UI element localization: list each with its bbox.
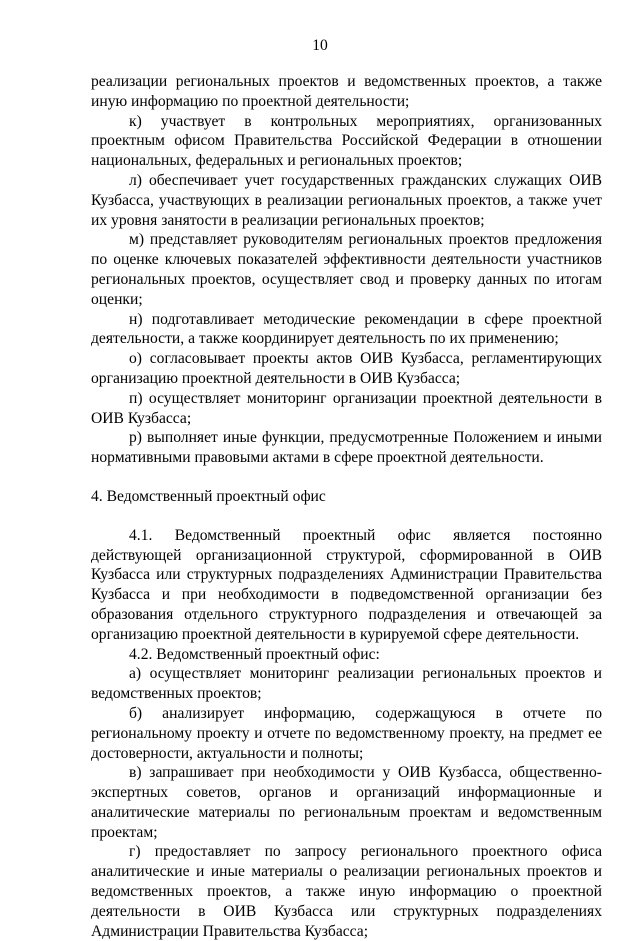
list-item-r: р) выполняет иные функции, предусмотренные Положением и иными нормативными правовыми актами в сфере проектной деятельности. — [91, 429, 602, 467]
paragraph-continuation: реализации региональных проектов и ведомственных проектов, а также иную информацию по проектной деятельности; — [91, 73, 602, 110]
section-heading: 4. Ведомственный проектный офис — [91, 487, 326, 505]
list-item-v: в) запрашивает при необходимости у ОИВ Кузбасса, общественно-экспертных советов, органов и организаций информационные и аналитические материалы по региональным проектам и ведомственным проектам; — [91, 764, 602, 841]
list-item-n: н) подготавливает методические рекомендации в сфере проектной деятельности, а также координирует деятельность по их применению; — [91, 310, 602, 348]
list-item-b: б) анализирует информацию, содержащуюся в отчете по региональному проекту и отчете по ведомственному проекту, на предмет ее достоверности, актуальности и полноты; — [91, 704, 602, 762]
list-item-m: м) представляет руководителям региональных проектов предложения по оценке ключевых показателей эффективности деятельности участников региональных проектов, осуществляет свод и проверку данных по итогам оценки; — [91, 231, 602, 308]
list-item-a: а) осуществляет мониторинг реализации региональных проектов и ведомственных проектов; — [91, 665, 602, 703]
list-item-o: о) согласовывает проекты актов ОИВ Кузбасса, регламентирующих организацию проектной деятельности в ОИВ Кузбасса; — [91, 350, 602, 387]
clause-4-1: 4.1. Ведомственный проектный офис является постоянно действующей организационной структурой, сформированной в ОИВ Кузбасса или структурных подразделениях Администрации Правительства Кузбасса и при необходимости в подведомственной организации без образования отдельного структурного подразделения и отвечающей за организацию проектной деятельности в курируемой сфере деятельности. — [91, 526, 602, 643]
list-item-p: п) осуществляет мониторинг организации проектной деятельности в ОИВ Кузбасса; — [91, 389, 602, 427]
page-number: 10 — [312, 37, 328, 54]
list-item-k: к) участвует в контрольных мероприятиях, организованных проектным офисом Правительства Российской Федерации в отношении национальных, федеральных и региональных проектов; — [91, 112, 602, 170]
clause-4-2: 4.2. Ведомственный проектный офис: — [129, 645, 380, 663]
document-body — [91, 72, 602, 941]
list-item-g: г) предоставляет по запросу регионального проектного офиса аналитические и иные материалы о реализации региональных проектов и ведомственных проектов, а также иную информацию о проектной деятельности в ОИВ Кузбасса или структурных подразделениях Администрации Правительства Кузбасса; — [91, 843, 602, 940]
list-item-l: л) обеспечивает учет государственных гражданских служащих ОИВ Кузбасса, участвующих в реализации региональных проектов, а также учет их уровня занятости в реализации региональных проектов; — [91, 171, 602, 229]
